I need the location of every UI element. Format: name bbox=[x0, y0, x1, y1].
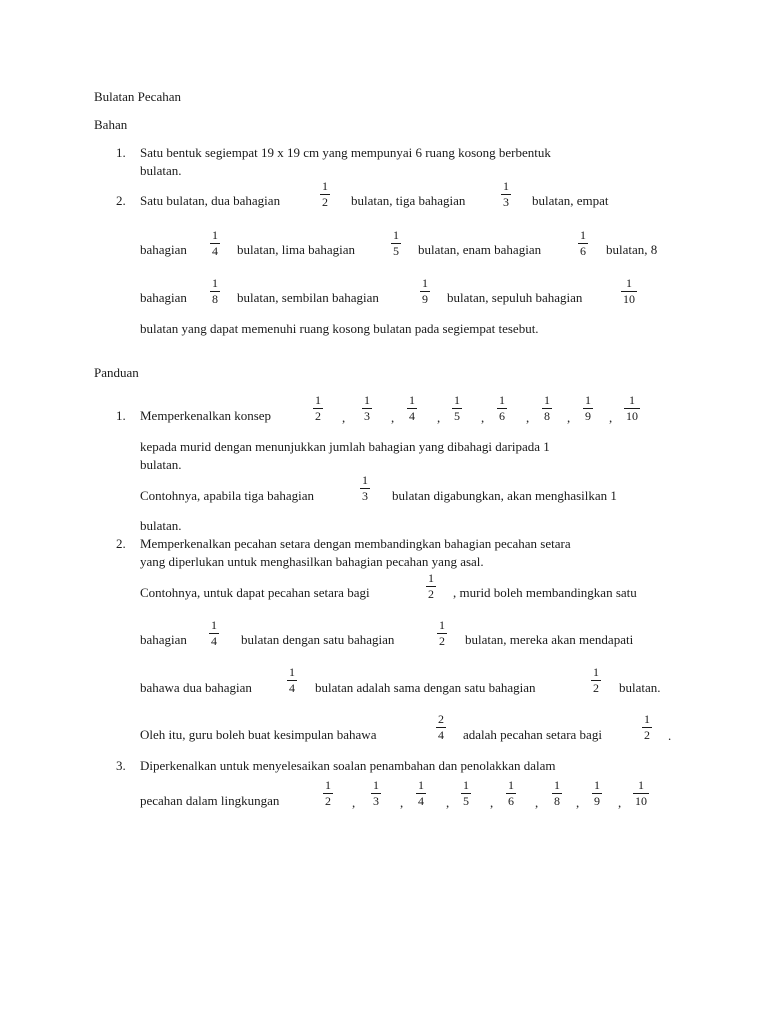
fraction-numerator: 1 bbox=[325, 778, 331, 792]
list-number: 2. bbox=[116, 193, 126, 208]
fraction-numerator: 1 bbox=[422, 276, 428, 290]
fraction-numerator: 1 bbox=[508, 778, 514, 792]
fraction bbox=[436, 713, 446, 741]
list-text: bahagian bbox=[140, 242, 187, 257]
list-text: bahagian bbox=[140, 290, 187, 305]
fraction bbox=[323, 779, 333, 807]
fraction bbox=[506, 779, 516, 807]
fraction bbox=[642, 713, 652, 741]
list-text: bahawa dua bahagian bbox=[140, 680, 252, 695]
fraction-denominator: 8 bbox=[554, 794, 560, 808]
fraction-denominator: 2 bbox=[644, 728, 650, 742]
list-number: 1. bbox=[116, 145, 126, 160]
fraction-denominator: 3 bbox=[364, 409, 370, 423]
fraction-numerator: 1 bbox=[585, 393, 591, 407]
list-text: Satu bulatan, dua bahagian bbox=[140, 193, 281, 208]
fraction-denominator: 9 bbox=[594, 794, 600, 808]
comma: , bbox=[481, 410, 485, 425]
fraction-denominator: 9 bbox=[422, 292, 428, 306]
list-text: yang diperlukan untuk menghasilkan bahagian pecahan yang asal. bbox=[140, 554, 484, 569]
fraction-numerator: 1 bbox=[409, 393, 415, 407]
fraction-denominator: 2 bbox=[315, 409, 321, 423]
list-text: Contohnya, untuk dapat pecahan setara bagi bbox=[140, 585, 370, 600]
fraction bbox=[552, 779, 562, 807]
comma: , bbox=[567, 410, 571, 425]
fraction bbox=[287, 666, 297, 694]
fraction-denominator: 3 bbox=[503, 195, 509, 209]
fraction bbox=[591, 666, 601, 694]
fraction-denominator: 4 bbox=[438, 728, 444, 742]
comma: , bbox=[437, 410, 441, 425]
fraction bbox=[362, 394, 372, 422]
fraction-denominator: 10 bbox=[635, 794, 647, 808]
fraction-denominator: 2 bbox=[593, 681, 599, 695]
list-text: bulatan, lima bahagian bbox=[237, 242, 356, 257]
fraction bbox=[210, 277, 220, 305]
fraction-denominator: 10 bbox=[623, 292, 635, 306]
fraction-numerator: 1 bbox=[554, 778, 560, 792]
doc-title: Bulatan Pecahan bbox=[94, 89, 181, 104]
list-text: , murid boleh membandingkan satu bbox=[453, 585, 637, 600]
fraction-denominator: 3 bbox=[362, 489, 368, 503]
comma: , bbox=[609, 410, 613, 425]
fraction bbox=[624, 394, 640, 422]
fraction bbox=[313, 394, 323, 422]
fraction-denominator: 2 bbox=[325, 794, 331, 808]
list-text: Oleh itu, guru boleh buat kesimpulan bahawa bbox=[140, 727, 377, 742]
fraction-denominator: 6 bbox=[499, 409, 505, 423]
fraction-numerator: 2 bbox=[438, 712, 444, 726]
fraction-denominator: 4 bbox=[212, 244, 218, 258]
list-text: bulatan, sembilan bahagian bbox=[237, 290, 379, 305]
fraction bbox=[578, 229, 588, 257]
fraction-denominator: 5 bbox=[463, 794, 469, 808]
list-text: bulatan, tiga bahagian bbox=[351, 193, 466, 208]
comma: , bbox=[535, 795, 539, 810]
fraction-numerator: 1 bbox=[626, 276, 632, 290]
fraction-denominator: 6 bbox=[580, 244, 586, 258]
fraction bbox=[501, 180, 511, 208]
list-text: adalah pecahan setara bagi bbox=[463, 727, 602, 742]
comma: , bbox=[526, 410, 530, 425]
fraction-denominator: 8 bbox=[212, 292, 218, 306]
list-text: bulatan digabungkan, akan menghasilkan 1 bbox=[392, 488, 617, 503]
list-text: bulatan, sepuluh bahagian bbox=[447, 290, 583, 305]
comma: , bbox=[618, 795, 622, 810]
list-text: bulatan. bbox=[140, 163, 182, 178]
list-number: 3. bbox=[116, 758, 126, 773]
fraction-numerator: 1 bbox=[638, 778, 644, 792]
fraction-numerator: 1 bbox=[454, 393, 460, 407]
fraction-numerator: 1 bbox=[364, 393, 370, 407]
fraction-numerator: 1 bbox=[362, 473, 368, 487]
comma: , bbox=[446, 795, 450, 810]
fraction-numerator: 1 bbox=[594, 778, 600, 792]
fraction-numerator: 1 bbox=[463, 778, 469, 792]
fraction bbox=[371, 779, 381, 807]
fraction-numerator: 1 bbox=[428, 571, 434, 585]
fraction-denominator: 2 bbox=[322, 195, 328, 209]
list-number: 2. bbox=[116, 536, 126, 551]
fraction-numerator: 1 bbox=[593, 665, 599, 679]
list-text: bulatan. bbox=[140, 518, 182, 533]
list-text: bahagian bbox=[140, 632, 187, 647]
fraction bbox=[497, 394, 507, 422]
fraction-denominator: 2 bbox=[439, 634, 445, 648]
fraction-numerator: 1 bbox=[439, 618, 445, 632]
comma: , bbox=[342, 410, 346, 425]
fraction-numerator: 1 bbox=[212, 228, 218, 242]
fraction-numerator: 1 bbox=[315, 393, 321, 407]
fraction-denominator: 5 bbox=[393, 244, 399, 258]
comma: , bbox=[490, 795, 494, 810]
fraction-numerator: 1 bbox=[289, 665, 295, 679]
fraction-denominator: 4 bbox=[289, 681, 295, 695]
fraction-numerator: 1 bbox=[212, 276, 218, 290]
section-heading-panduan: Panduan bbox=[94, 365, 139, 380]
list-text: bulatan. bbox=[619, 680, 661, 695]
fraction bbox=[592, 779, 602, 807]
list-text: bulatan dengan satu bahagian bbox=[241, 632, 395, 647]
fraction bbox=[437, 619, 447, 647]
list-text: bulatan, enam bahagian bbox=[418, 242, 542, 257]
fraction-denominator: 3 bbox=[373, 794, 379, 808]
fraction-numerator: 1 bbox=[393, 228, 399, 242]
fraction-numerator: 1 bbox=[322, 179, 328, 193]
fraction bbox=[210, 229, 220, 257]
fraction bbox=[420, 277, 430, 305]
fraction bbox=[320, 180, 330, 208]
list-text: bulatan yang dapat memenuhi ruang kosong bulatan pada segiempat tesebut. bbox=[140, 321, 539, 336]
fraction bbox=[407, 394, 417, 422]
fraction bbox=[583, 394, 593, 422]
list-text: Memperkenalkan pecahan setara dengan membandingkan bahagian pecahan setara bbox=[140, 536, 571, 551]
list-text: Satu bentuk segiempat 19 x 19 cm yang mempunyai 6 ruang kosong berbentuk bbox=[140, 145, 551, 160]
fraction-numerator: 1 bbox=[211, 618, 217, 632]
fraction-numerator: 1 bbox=[503, 179, 509, 193]
fraction bbox=[426, 572, 436, 600]
fraction-denominator: 4 bbox=[418, 794, 424, 808]
fraction-denominator: 2 bbox=[428, 587, 434, 601]
comma: , bbox=[576, 795, 580, 810]
list-text: bulatan, 8 bbox=[606, 242, 658, 257]
fraction-denominator: 9 bbox=[585, 409, 591, 423]
list-text: pecahan dalam lingkungan bbox=[140, 793, 280, 808]
fraction bbox=[360, 474, 370, 502]
fraction-numerator: 1 bbox=[499, 393, 505, 407]
fraction-denominator: 4 bbox=[211, 634, 217, 648]
list-text: bulatan, mereka akan mendapati bbox=[465, 632, 634, 647]
section-heading-bahan: Bahan bbox=[94, 117, 128, 132]
fraction-denominator: 6 bbox=[508, 794, 514, 808]
fraction bbox=[416, 779, 426, 807]
fraction-numerator: 1 bbox=[629, 393, 635, 407]
fraction-numerator: 1 bbox=[544, 393, 550, 407]
comma: , bbox=[352, 795, 356, 810]
fraction-denominator: 10 bbox=[626, 409, 638, 423]
list-text: bulatan, empat bbox=[532, 193, 609, 208]
fraction bbox=[461, 779, 471, 807]
comma: , bbox=[400, 795, 404, 810]
fraction bbox=[452, 394, 462, 422]
list-text: Contohnya, apabila tiga bahagian bbox=[140, 488, 315, 503]
fraction-denominator: 5 bbox=[454, 409, 460, 423]
list-text: Diperkenalkan untuk menyelesaikan soalan penambahan dan penolakkan dalam bbox=[140, 758, 556, 773]
fraction bbox=[209, 619, 219, 647]
fraction-numerator: 1 bbox=[580, 228, 586, 242]
fraction-numerator: 1 bbox=[373, 778, 379, 792]
fraction-numerator: 1 bbox=[644, 712, 650, 726]
list-text: bulatan. bbox=[140, 457, 182, 472]
list-number: 1. bbox=[116, 408, 126, 423]
fraction bbox=[621, 277, 637, 305]
fraction bbox=[391, 229, 401, 257]
fraction-denominator: 8 bbox=[544, 409, 550, 423]
fraction-denominator: 4 bbox=[409, 409, 415, 423]
fraction bbox=[633, 779, 649, 807]
list-text: bulatan adalah sama dengan satu bahagian bbox=[315, 680, 536, 695]
list-text: kepada murid dengan menunjukkan jumlah bahagian yang dibahagi daripada 1 bbox=[140, 439, 550, 454]
fraction-numerator: 1 bbox=[418, 778, 424, 792]
comma: , bbox=[391, 410, 395, 425]
list-text: Memperkenalkan konsep bbox=[140, 408, 272, 423]
fraction bbox=[542, 394, 552, 422]
period: . bbox=[668, 728, 672, 743]
